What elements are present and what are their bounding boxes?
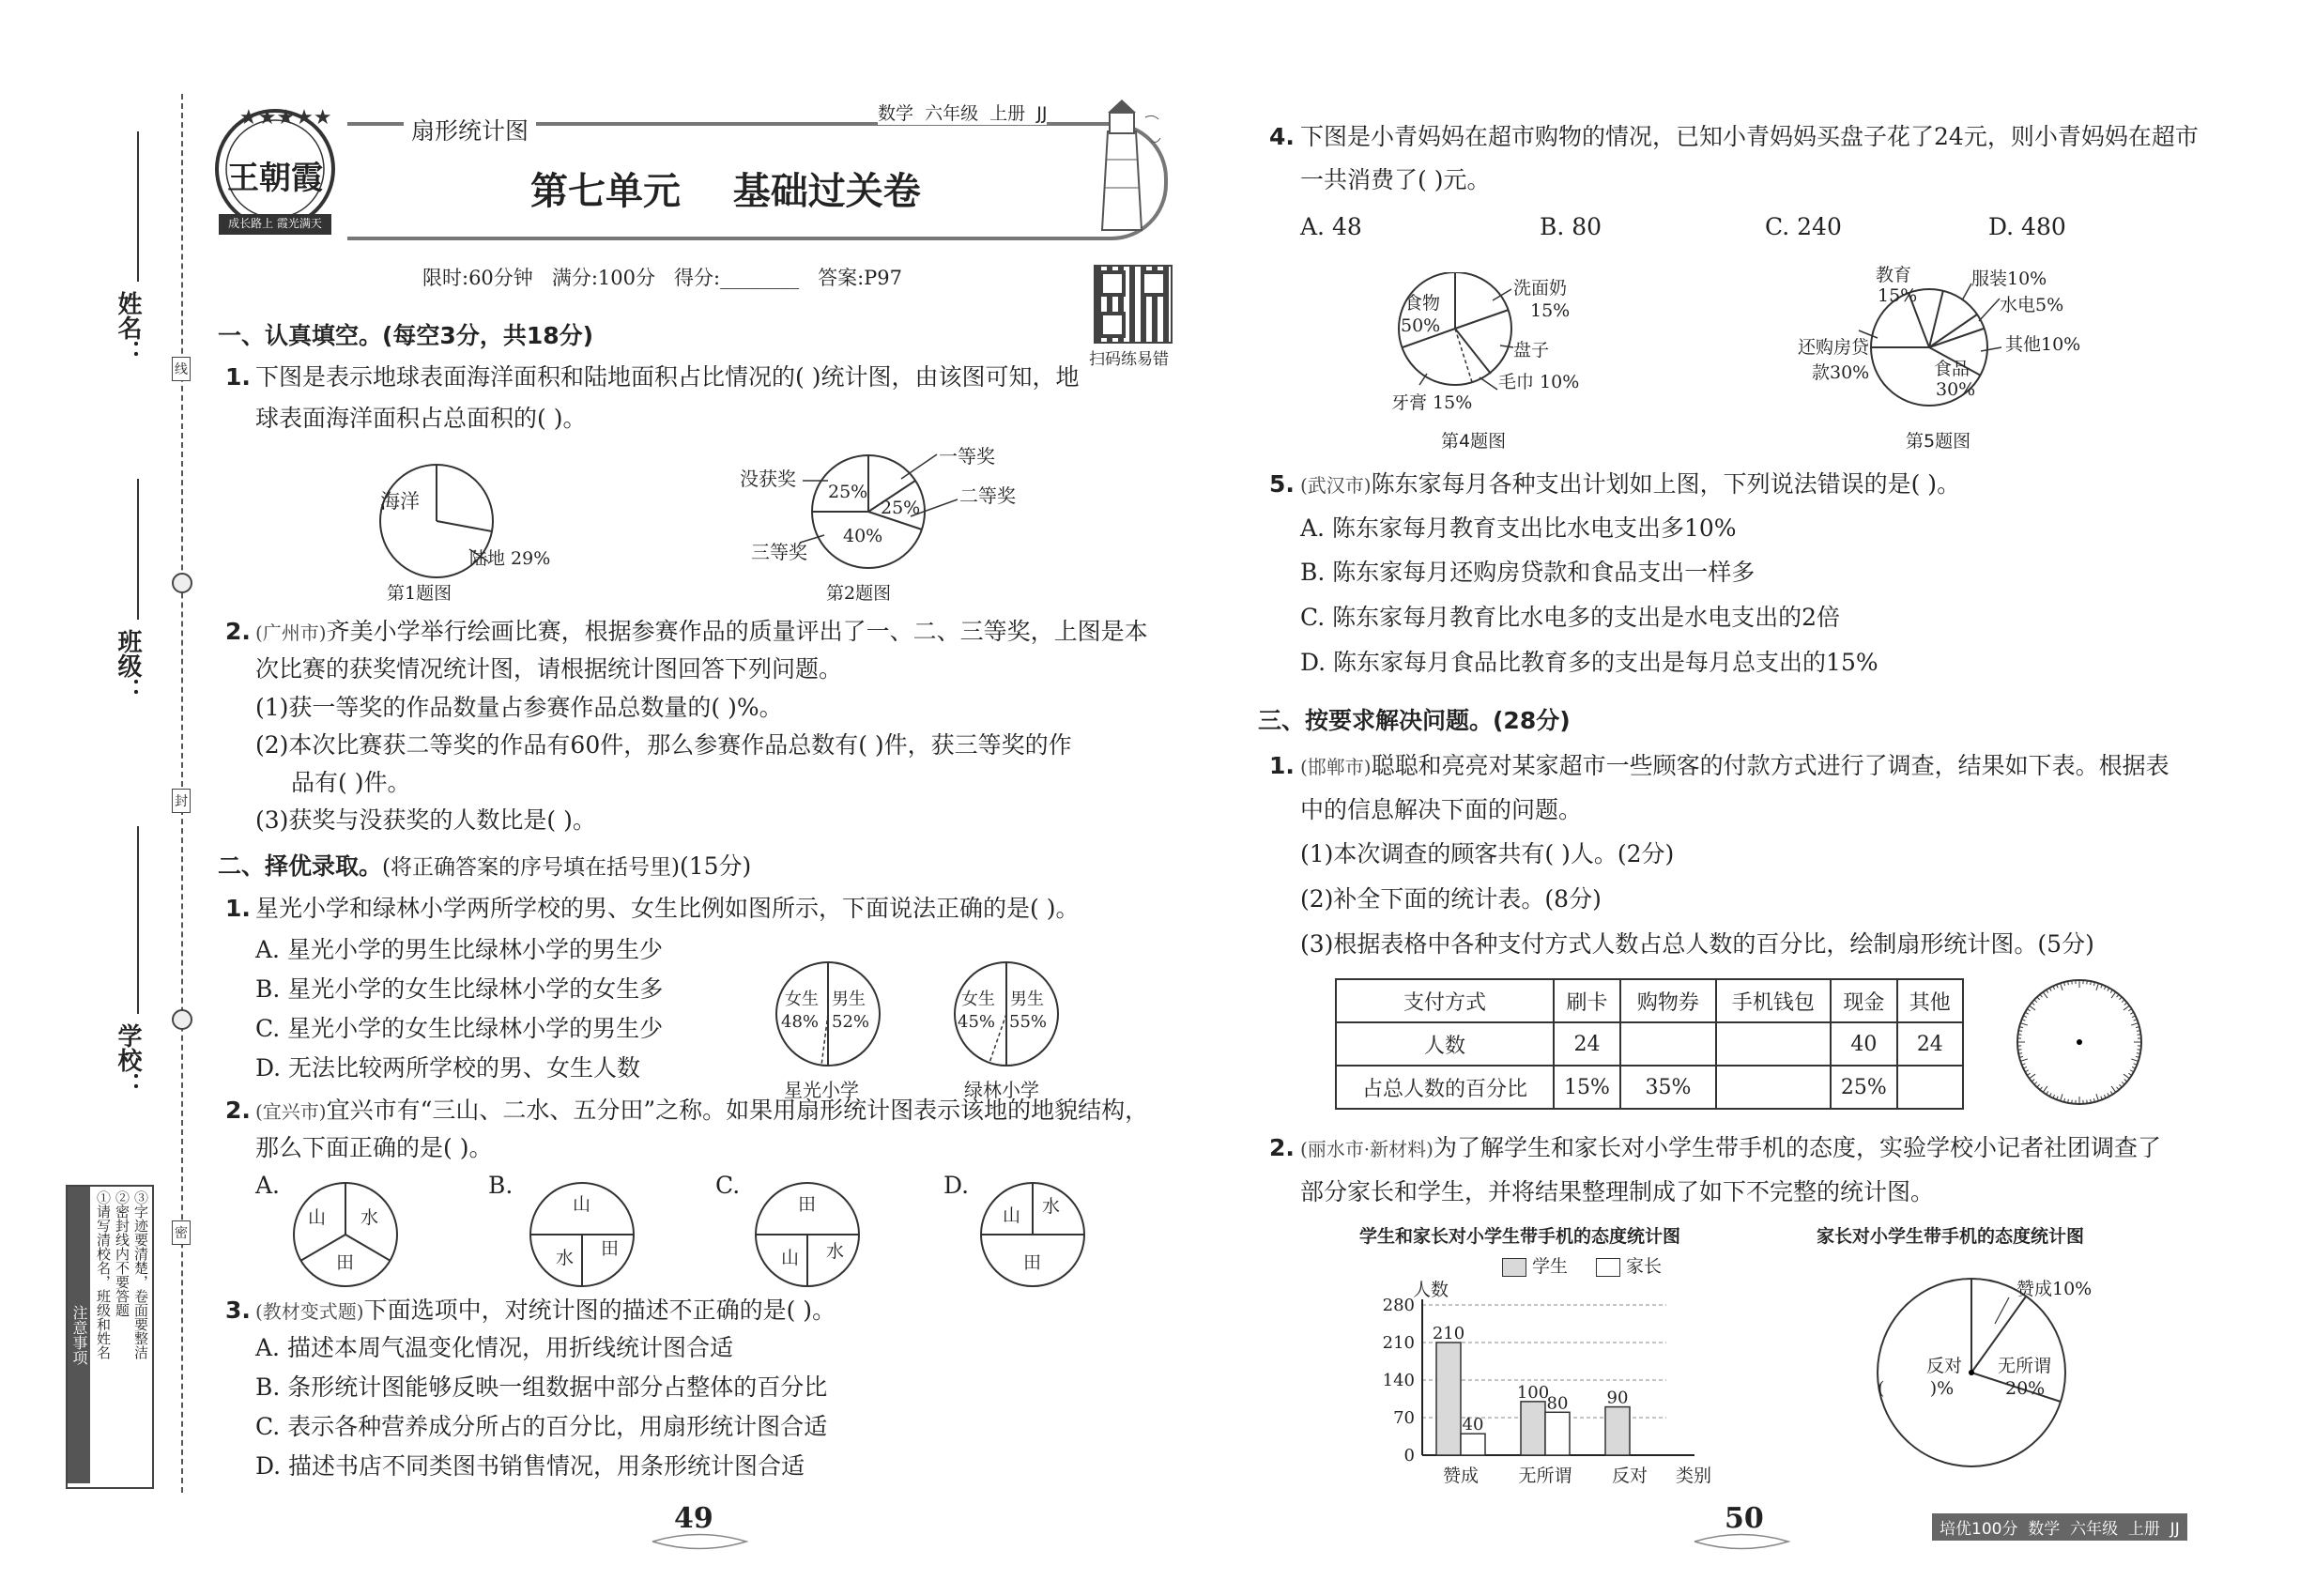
y-tick-label: 70 xyxy=(1393,1408,1415,1428)
bar-student xyxy=(1436,1343,1461,1455)
q4-option-d[interactable]: D. 480 xyxy=(1988,213,2066,240)
y-tick-label: 210 xyxy=(1382,1333,1415,1353)
page-number-left: 49 xyxy=(674,1502,713,1535)
q2-sub2a: (2)本次比赛获二等奖的作品有60件，那么参赛作品总数有( )件，获三等奖的作 xyxy=(255,731,1072,759)
m1-option-c[interactable]: C. 星光小学的女生比绿林小学的男生少 xyxy=(255,1015,664,1042)
pie-neutral-label: 无所谓 xyxy=(1998,1356,2052,1376)
topic-tag: 扇形统计图 xyxy=(404,113,536,146)
fig5-util: 水电5% xyxy=(2000,295,2064,315)
m2-line2: 那么下面正确的是( )。 xyxy=(255,1134,493,1161)
m2-number: 2. xyxy=(225,1097,251,1124)
m1-stem: 星光小学和绿林小学两所学校的男、女生比例如图所示，下面说法正确的是( )。 xyxy=(255,895,1080,922)
fig4-food: 食物 xyxy=(1404,293,1441,314)
row1-other: 24 xyxy=(1897,1022,1963,1066)
fig4-wash-pct: 15% xyxy=(1530,300,1571,321)
row2-mobile[interactable] xyxy=(1716,1066,1831,1109)
field-class xyxy=(101,460,142,714)
p1-line1 xyxy=(1300,749,2170,784)
dial-tick xyxy=(2138,1050,2141,1051)
m1-option-a[interactable]: A. 星光小学的男生比绿林小学的男生少 xyxy=(255,936,663,963)
m2d-field: 田 xyxy=(1023,1252,1042,1273)
fig5-edu-pct: 15% xyxy=(1878,285,1918,306)
m1-option-d[interactable]: D. 无法比较两所学校的男、女生人数 xyxy=(255,1054,641,1082)
table-row xyxy=(1336,1022,1963,1066)
p2-line2: 部分家长和学生，并将结果整理制成了如下不完整的统计图。 xyxy=(1300,1178,1935,1205)
m3-text: 下面选项中，对统计图的描述不正确的是( )。 xyxy=(363,1297,836,1324)
q4-option-c[interactable]: C. 240 xyxy=(1765,213,1842,240)
dial-tick xyxy=(2018,1035,2022,1036)
p2-line1 xyxy=(1300,1131,2161,1166)
school1-name: 星光小学 xyxy=(784,1079,859,1101)
payment-table-header xyxy=(1336,979,1963,1022)
bar-value-label: 210 xyxy=(1432,1324,1465,1343)
m2a-mountain: 山 xyxy=(308,1207,327,1228)
q4-line2: 一共消费了( )元。 xyxy=(1300,166,1491,193)
q1-line2: 球表面海洋面积占总面积的( )。 xyxy=(255,405,587,432)
q2-sub1: (1)获一等奖的作品数量占参赛作品总数量的( )%。 xyxy=(255,694,783,721)
school1-boy-pct: 52% xyxy=(832,1012,870,1032)
p1-source: (邯郸市) xyxy=(1300,756,1372,778)
table-row xyxy=(1336,1066,1963,1109)
fig5-cloth: 服装10% xyxy=(1971,269,2047,289)
p1-line2: 中的信息解决下面的问题。 xyxy=(1300,796,1583,823)
m2d-water: 水 xyxy=(1042,1196,1061,1217)
q1-number: 1. xyxy=(225,363,251,391)
dial-tick xyxy=(2072,1100,2073,1104)
pie-chart-title: 家长对小学生带手机的态度统计图 xyxy=(1817,1226,2085,1247)
row2-other[interactable] xyxy=(1897,1066,1963,1109)
m3-option-c[interactable]: C. 表示各种营养成分所占的百分比，用扇形统计图合适 xyxy=(255,1413,828,1440)
bar-legend-parent xyxy=(1596,1252,1662,1278)
bar-parent xyxy=(1461,1434,1485,1455)
qr-code[interactable] xyxy=(1094,265,1173,344)
school1-girl: 女生 xyxy=(785,990,819,1009)
fig2-caption: 第2题图 xyxy=(826,583,892,604)
fig4-wash: 洗面奶 xyxy=(1513,278,1568,299)
m1-option-b[interactable]: B. 星光小学的女生比绿林小学的女生多 xyxy=(255,975,664,1003)
m2-line1 xyxy=(255,1094,1148,1128)
fig2-third-pct: 40% xyxy=(843,526,883,546)
p2-source: (丽水市·新材料) xyxy=(1300,1138,1434,1160)
row1-voucher[interactable] xyxy=(1620,1022,1716,1066)
dial-tick xyxy=(2072,981,2073,985)
q5-option-c[interactable]: C. 陈东家每月教育比水电多的支出是水电支出的2倍 xyxy=(1300,604,1841,631)
m2-option-c-letter[interactable]: C. xyxy=(715,1172,741,1199)
p1-text1: 聪聪和亮亮对某家超市一些顾客的付款方式进行了调查，结果如下表。根据表 xyxy=(1371,752,2170,779)
q2-source: (广州市) xyxy=(255,622,327,644)
q5-stem xyxy=(1300,468,1960,502)
legend-swatch-student xyxy=(1502,1258,1526,1277)
m2b-field: 田 xyxy=(601,1238,620,1259)
m2-option-d-pie[interactable] xyxy=(976,1178,1089,1291)
th-cash: 现金 xyxy=(1831,979,1897,1022)
q5-text: 陈东家每月各种支出计划如上图，下列说法错误的是( )。 xyxy=(1371,470,1961,498)
section-2-label: 二、择优录取。 xyxy=(218,852,383,880)
m2c-mountain: 山 xyxy=(781,1248,800,1268)
pie-favor-label: 赞成10% xyxy=(2016,1279,2093,1299)
page-number-right: 50 xyxy=(1725,1502,1764,1535)
blank-pie-dial[interactable] xyxy=(2014,976,2145,1108)
p1-sub2: (2)补全下面的统计表。(8分) xyxy=(1300,885,1602,913)
bar-value-label: 90 xyxy=(1606,1388,1629,1408)
fig2-third-label: 三等奖 xyxy=(751,541,807,563)
q5-option-b[interactable]: B. 陈东家每月还购房贷款和食品支出一样多 xyxy=(1300,559,1756,586)
bar-value-label: 80 xyxy=(1546,1393,1569,1414)
m2-source: (宜兴市) xyxy=(255,1100,327,1123)
field-school-line[interactable] xyxy=(137,826,139,1014)
m3-option-d[interactable]: D. 描述书店不同类图书销售情况，用条形统计图合适 xyxy=(255,1452,805,1480)
qr-caption: 扫码练易错 xyxy=(1089,350,1169,369)
fig5-other: 其他10% xyxy=(2005,334,2081,355)
section-3-title: 三、按要求解决问题。(28分) xyxy=(1258,707,1571,734)
brand-slogan: 成长路上 霞光满天 xyxy=(228,217,322,230)
dial-tick xyxy=(2087,981,2088,985)
x-category-label: 反对 xyxy=(1611,1466,1648,1483)
m3-stem xyxy=(255,1294,836,1328)
bar-value-label: 40 xyxy=(1462,1415,1484,1435)
row1-label: 人数 xyxy=(1336,1022,1554,1066)
exam-meta: 限时:60分钟 满分:100分 得分:________ 答案:P97 xyxy=(422,267,903,289)
q4-option-a[interactable]: A. 48 xyxy=(1300,213,1362,240)
section-2-title xyxy=(218,850,751,884)
row2-label: 占总人数的百分比 xyxy=(1336,1066,1554,1109)
pie-against-label: 反对 xyxy=(1926,1356,1963,1376)
notice-box xyxy=(66,1185,154,1489)
m2c-field: 田 xyxy=(798,1194,817,1215)
q2-text1: 齐美小学举行绘画比赛，根据参赛作品的质量评出了一、二、三等奖，上图是本 xyxy=(326,618,1148,645)
m2a-field: 田 xyxy=(336,1252,355,1273)
th-other: 其他 xyxy=(1897,979,1963,1022)
m3-option-b[interactable]: B. 条形统计图能够反映一组数据中部分占整体的百分比 xyxy=(255,1373,828,1401)
field-school-label: 学校： xyxy=(114,1023,142,1097)
m1-number: 1. xyxy=(225,895,251,922)
field-name-line[interactable] xyxy=(137,131,139,282)
p1-sub1: (1)本次调查的顾客共有( )人。(2分) xyxy=(1300,840,1675,867)
fig2-first-label: 一等奖 xyxy=(939,445,995,468)
lighthouse-icon xyxy=(1070,94,1173,235)
subject-line: 数学 六年级 上册 JJ xyxy=(878,100,1047,125)
p1-sub3: (3)根据表格中各种支付方式人数占总人数的百分比，绘制扇形统计图。(5分) xyxy=(1300,930,2094,958)
fig2-second-label: 二等奖 xyxy=(959,484,1016,507)
fig5-caption: 第5题图 xyxy=(1906,431,1971,452)
side-mark-mi: 密 xyxy=(172,1220,191,1245)
q5-option-d[interactable]: D. 陈东家每月食品比教育多的支出是每月总支出的15% xyxy=(1300,649,1878,676)
fig1-ocean-label: 海洋 xyxy=(380,490,420,513)
fig4-towel: 毛巾 10% xyxy=(1498,372,1580,392)
dial-tick xyxy=(2018,1050,2022,1051)
q5-source: (武汉市) xyxy=(1300,474,1372,497)
q2-line2: 次比赛的获奖情况统计图，请根据统计图回答下列问题。 xyxy=(255,655,843,683)
row2-cash: 25% xyxy=(1831,1066,1897,1109)
exam-title: 第七单元 基础过关卷 xyxy=(530,170,921,213)
q1-line1: 下图是表示地球表面海洋面积和陆地面积占比情况的( )统计图，由该图可知，地 xyxy=(255,363,1080,391)
row1-card: 24 xyxy=(1554,1022,1620,1066)
x-category-label: 赞成 xyxy=(1442,1466,1480,1483)
m2-text1: 宜兴市有“三山、二水、五分田”之称。如果用扇形统计图表示该地的地貌结构， xyxy=(326,1097,1149,1124)
m2-option-b-letter[interactable]: B. xyxy=(488,1172,514,1199)
brand-logo xyxy=(205,94,345,235)
legend-swatch-parent xyxy=(1596,1258,1620,1277)
m3-option-a[interactable]: A. 描述本周气温变化情况，用折线统计图合适 xyxy=(255,1334,733,1361)
footer-tag: 培优100分 数学 六年级 上册 JJ xyxy=(1932,1513,2187,1541)
bar-student xyxy=(1605,1407,1630,1455)
m2-option-a-letter[interactable]: A. xyxy=(255,1172,281,1199)
section-2-score: (15分) xyxy=(679,852,752,880)
q5-option-a[interactable]: A. 陈东家每月教育支出比水电支出多10% xyxy=(1300,514,1737,542)
fig5-food: 食品 xyxy=(1934,359,1970,379)
q4-number: 4. xyxy=(1269,123,1295,150)
th-voucher: 购物券 xyxy=(1620,979,1716,1022)
notice-2: ②密封线内不要答题 xyxy=(114,1190,130,1317)
fig2-none-pct: 25% xyxy=(828,482,868,502)
row2-voucher: 35% xyxy=(1620,1066,1716,1109)
brand-name: 王朝霞 xyxy=(227,160,323,197)
m3-source: (教材变式题) xyxy=(255,1300,364,1323)
fig5-food-pct: 30% xyxy=(1936,379,1976,400)
field-class-label: 班级： xyxy=(114,629,142,702)
bar-chart-title: 学生和家长对小学生带手机的态度统计图 xyxy=(1359,1226,1681,1247)
legend-label-parent: 家长 xyxy=(1626,1256,1663,1277)
fig5-loan-pct: 款30% xyxy=(1812,362,1870,383)
svg-text:★★★★★: ★★★★★ xyxy=(239,106,332,130)
y-tick-label: 280 xyxy=(1382,1296,1415,1315)
section-1-title: 一、认真填空。(每空3分，共18分) xyxy=(218,322,594,349)
notice-title: 注意事项 xyxy=(68,1187,90,1483)
row1-mobile[interactable] xyxy=(1716,1022,1831,1066)
attitude-bar-chart xyxy=(1371,1277,1746,1483)
fig4-paste: 牙膏 15% xyxy=(1391,392,1473,413)
q2-sub3: (3)获奖与没获奖的人数比是( )。 xyxy=(255,806,596,834)
q2-line1 xyxy=(255,615,1148,650)
fig1-caption: 第1题图 xyxy=(387,583,452,604)
fig2-second-pct: 25% xyxy=(881,498,921,518)
m2d-mountain: 山 xyxy=(1003,1205,1021,1226)
field-name-label: 姓名： xyxy=(114,291,142,364)
fig4-plate: 盘子 xyxy=(1513,340,1550,361)
pie-neutral-pct: 20% xyxy=(2005,1378,2046,1399)
q2-number: 2. xyxy=(225,618,251,645)
side-mark-xian: 线 xyxy=(172,357,191,381)
parent-attitude-pie xyxy=(1868,1269,2093,1476)
page-ornament-left xyxy=(648,1532,751,1551)
m2-option-d-letter[interactable]: D. xyxy=(943,1172,970,1199)
y-tick-label: 0 xyxy=(1403,1446,1415,1466)
m2-option-a-pie[interactable] xyxy=(289,1178,402,1291)
binding-hole-1 xyxy=(172,573,192,593)
school2-name: 绿林小学 xyxy=(964,1079,1039,1101)
row1-cash: 40 xyxy=(1831,1022,1897,1066)
school2-girl-pct: 45% xyxy=(958,1012,996,1032)
dial-tick xyxy=(2138,1035,2141,1036)
page-ornament-right xyxy=(1690,1532,1793,1551)
school2-girl: 女生 xyxy=(961,990,995,1009)
notice-1: ①请写清校名，班级和姓名 xyxy=(95,1190,112,1359)
legend-label-student: 学生 xyxy=(1532,1256,1569,1277)
q2-sub2b: 品有( )件。 xyxy=(291,769,411,796)
pie-against-blank[interactable]: ( )% xyxy=(1878,1378,1955,1399)
bar-legend-student xyxy=(1502,1252,1568,1278)
field-class-line[interactable] xyxy=(137,479,139,620)
notice-3: ③字迹要清楚，卷面要整洁 xyxy=(132,1190,149,1359)
school2-boy-pct: 55% xyxy=(1009,1012,1048,1032)
q5-number: 5. xyxy=(1269,470,1295,498)
dial-tick xyxy=(2087,1100,2088,1104)
m2b-water: 水 xyxy=(556,1248,575,1268)
school2-boy: 男生 xyxy=(1010,990,1044,1009)
th-method: 支付方式 xyxy=(1336,979,1554,1022)
m3-number: 3. xyxy=(225,1297,251,1324)
y-axis-label: 人数 xyxy=(1413,1280,1449,1300)
binding-hole-2 xyxy=(172,1009,192,1030)
fig4-food-pct: 50% xyxy=(1401,315,1441,336)
x-axis-label: 类别 xyxy=(1676,1466,1712,1483)
fig1-land-label: 陆地 29% xyxy=(469,548,551,569)
fig5-edu: 教育 xyxy=(1876,265,1912,285)
x-category-label: 无所谓 xyxy=(1518,1466,1572,1483)
q4-line1: 下图是小青妈妈在超市购物的情况，已知小青妈妈买盘子花了24元，则小青妈妈在超市 xyxy=(1300,123,2199,150)
row2-card: 15% xyxy=(1554,1066,1620,1109)
th-mobile: 手机钱包 xyxy=(1716,979,1831,1022)
field-name xyxy=(101,131,142,413)
bar-value-label: 100 xyxy=(1516,1382,1550,1403)
side-mark-feng: 封 xyxy=(172,789,191,813)
fig4-caption: 第4题图 xyxy=(1441,431,1507,452)
q4-option-b[interactable]: B. 80 xyxy=(1540,213,1602,240)
th-card: 刷卡 xyxy=(1554,979,1620,1022)
fig5-loan: 还购房贷 xyxy=(1798,337,1870,358)
school1-boy: 男生 xyxy=(832,990,866,1009)
bar-student xyxy=(1521,1402,1545,1455)
school1-girl-pct: 48% xyxy=(781,1012,820,1032)
p1-number: 1. xyxy=(1269,752,1295,779)
p2-number: 2. xyxy=(1269,1134,1295,1161)
field-school xyxy=(101,807,142,1108)
m2c-water: 水 xyxy=(826,1241,845,1262)
m2a-water: 水 xyxy=(360,1207,379,1228)
section-2-note: (将正确答案的序号填在括号里) xyxy=(382,855,680,880)
payment-table xyxy=(1335,978,1964,1110)
y-tick-label: 140 xyxy=(1382,1371,1415,1390)
p2-text1: 为了解学生和家长对小学生带手机的态度，实验学校小记者社团调查了 xyxy=(1433,1134,2161,1161)
fig2-none-label: 没获奖 xyxy=(740,468,796,490)
m2b-mountain: 山 xyxy=(573,1194,591,1215)
bar-parent xyxy=(1545,1412,1570,1455)
